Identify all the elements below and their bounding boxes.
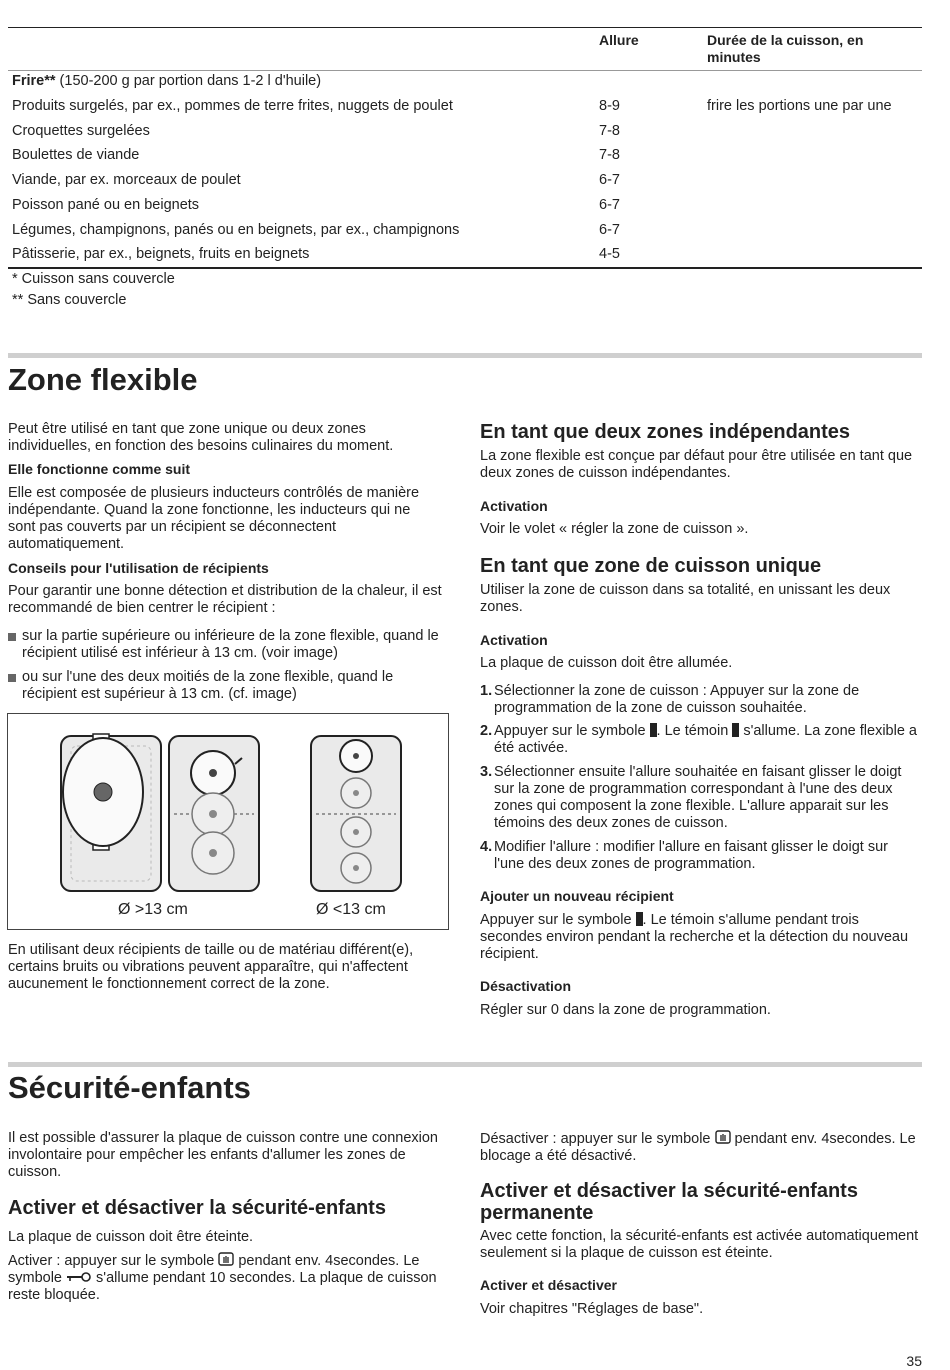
deactivate-text-a: Désactiver : appuyer sur le symbole	[480, 1131, 715, 1147]
step-text: Sélectionner la zone de cuisson : Appuyer sur la zone de programmation de la zone de cuisson souhaitée.	[494, 683, 860, 716]
row-level: 7-8	[599, 123, 620, 139]
step-number: 2.	[480, 723, 493, 739]
safety-sub2-title: Activer et désactiver la sécurité-enfants permanente	[480, 1180, 858, 1224]
activation-title-2: Activation	[480, 632, 548, 648]
row-level: 8-9	[599, 98, 620, 114]
step-item	[480, 683, 920, 717]
add-pot-text-b: . Le témoin s'allume pendant trois secondes environ pendant la recherche et la détection du nouveau récipient.	[480, 912, 909, 962]
safety-sub2-text: Avec cette fonction, la sécurité-enfants est activée automatiquement seulement si la plaque de cuisson est éteinte.	[480, 1228, 919, 1261]
activate-text-a: Activer : appuyer sur le symbole	[8, 1253, 219, 1269]
step-number: 1.	[480, 683, 493, 699]
section-title-safety: Sécurité-enfants	[8, 1070, 251, 1105]
add-pot-text	[480, 912, 920, 963]
step-text: Modifier l'allure : modifier l'allure en faisant glisser le doigt sur l'une des deux zones de programmation.	[494, 839, 888, 872]
footnote: ** Sans couvercle	[12, 292, 127, 308]
add-pot-title: Ajouter un nouveau récipient	[480, 888, 674, 904]
table-row	[12, 147, 922, 169]
row-item: Viande, par ex. morceaux de poulet	[12, 172, 241, 188]
row-level: 6-7	[599, 222, 620, 238]
list-item	[8, 628, 448, 662]
step-item	[480, 839, 920, 873]
safety-sub1-title: Activer et désactiver la sécurité-enfants	[8, 1197, 386, 1219]
noise-text: En utilisant deux récipients de taille ou de matériau différent(e), certains bruits ou vibrations peuvent apparaître, qui n'affectent aucunement le fonctionnement correct de la zone.	[8, 942, 414, 992]
table-header-rule	[8, 70, 922, 71]
safety-sub2-h3: Activer et désactiver	[480, 1277, 617, 1293]
safety-deactivate-text	[480, 1130, 920, 1165]
add-pot-text-a: Appuyer sur le symbole	[480, 912, 636, 928]
step-number: 3.	[480, 764, 493, 780]
table-row	[12, 98, 922, 120]
flex-zone-symbol-icon	[650, 723, 657, 737]
bullet-text: ou sur l'une des deux moitiés de la zone flexible, quand le récipient est supérieur à 13 cm. (cf. image)	[22, 669, 394, 702]
row-level: 6-7	[599, 172, 620, 188]
table-row	[12, 123, 922, 145]
row-time: frire les portions une par une	[707, 98, 892, 114]
group-note: (150-200 g par portion dans 1-2 l d'huile)	[55, 73, 322, 89]
row-item: Croquettes surgelées	[12, 123, 150, 139]
activate-text-b: pendant env. 4secondes. Le symbole	[8, 1253, 420, 1286]
row-item: Poisson pané ou en beignets	[12, 197, 200, 213]
key-lock-icon	[66, 1271, 92, 1283]
step-item	[480, 723, 920, 757]
row-level: 6-7	[599, 197, 620, 213]
hand-touch-icon	[715, 1130, 731, 1145]
how-text: Elle est composée de plusieurs inducteurs contrôlés de manière indépendante. Quand la zone fonctionne, les inducteurs qui ne sont pas couverts par un récipient se déconnectent automatiquement.	[8, 485, 420, 552]
how-title: Elle fonctionne comme suit	[8, 461, 191, 477]
step-text: s'allume. La zone flexible a été activée.	[494, 723, 917, 756]
section-title-zone: Zone flexible	[8, 362, 198, 397]
hand-touch-icon	[218, 1252, 234, 1267]
single-zone-text: Utiliser la zone de cuisson dans sa totalité, en unissant les deux zones.	[480, 582, 891, 615]
step-text: Sélectionner ensuite l'allure souhaitée en faisant glisser le doigt sur la zone de programmation correspondant à l'une des deux zones qui composent la zone flexible. L'allure apparait sur les témoins des deux zones de cuisson.	[494, 764, 902, 831]
section-divider	[8, 353, 922, 358]
step-text: Appuyer sur le symbole	[494, 723, 650, 739]
figure-caption-small: Ø <13 cm	[316, 901, 386, 918]
row-item: Pâtisserie, par ex., beignets, fruits en beignets	[12, 246, 310, 262]
two-zones-activation: Voir le volet « régler la zone de cuisson ».	[480, 521, 749, 537]
table-group-row	[12, 73, 922, 95]
flex-zone-symbol-icon	[636, 912, 643, 926]
row-level: 7-8	[599, 147, 620, 163]
col-header-level: Allure	[599, 32, 639, 48]
row-item: Légumes, champignons, panés ou en beignets, par ex., champignons	[12, 222, 460, 238]
step-text: . Le témoin	[656, 723, 733, 739]
table-row	[12, 246, 922, 268]
page-number: 35	[906, 1353, 922, 1369]
row-item: Boulettes de viande	[12, 147, 140, 163]
bullet-square	[8, 674, 16, 682]
footnote: * Cuisson sans couvercle	[12, 271, 175, 287]
tips-text: Pour garantir une bonne détection et distribution de la chaleur, il est recommandé de bien centrer le récipient :	[8, 583, 442, 616]
deactivation-text: Régler sur 0 dans la zone de programmation.	[480, 1002, 771, 1018]
col-header-duration: Durée de la cuisson, en minutes	[707, 32, 864, 65]
safety-intro: Il est possible d'assurer la plaque de cuisson contre une connexion involontaire pour empêcher les enfants d'allumer les zones de cuisson.	[8, 1130, 438, 1180]
row-item: Produits surgelés, par ex., pommes de terre frites, nuggets de poulet	[12, 98, 453, 114]
table-row	[12, 172, 922, 194]
group-title: Frire**	[12, 73, 56, 89]
safety-sub2-ref: Voir chapitres "Réglages de base".	[480, 1301, 704, 1317]
section-divider	[8, 1062, 922, 1067]
bullet-square	[8, 633, 16, 641]
activate-text-c: s'allume pendant 10 secondes. La plaque de cuisson reste bloquée.	[8, 1270, 437, 1303]
two-zones-title: En tant que deux zones indépendantes	[480, 421, 851, 443]
cookware-placement-illustration	[8, 714, 448, 929]
table-bottom-rule	[8, 267, 922, 269]
deactivation-title: Désactivation	[480, 978, 572, 994]
single-zone-title: En tant que zone de cuisson unique	[480, 555, 822, 577]
bullet-text: sur la partie supérieure ou inférieure de la zone flexible, quand le récipient utilisé est inférieur à 13 cm. (voir image)	[22, 628, 439, 661]
safety-activate-text	[8, 1252, 448, 1304]
flex-zone-figure	[7, 713, 449, 930]
deactivate-text-b: pendant env. 4secondes. Le blocage a été désactivé.	[480, 1131, 916, 1164]
table-row	[12, 197, 922, 219]
activation-title: Activation	[480, 498, 548, 514]
zone-intro: Peut être utilisé en tant que zone unique ou deux zones individuelles, en fonction des besoins culinaires du moment.	[8, 421, 394, 454]
step-number: 4.	[480, 839, 493, 855]
table-row	[12, 222, 922, 244]
row-level: 4-5	[599, 246, 620, 262]
list-item	[8, 669, 448, 703]
safety-sub1-pre: La plaque de cuisson doit être éteinte.	[8, 1229, 254, 1245]
figure-caption-large: Ø >13 cm	[118, 901, 188, 918]
two-zones-text: La zone flexible est conçue par défaut pour être utilisée en tant que deux zones de cuisson indépendantes.	[480, 448, 913, 481]
tips-title: Conseils pour l'utilisation de récipients	[8, 560, 269, 576]
step-item	[480, 764, 920, 832]
single-zone-precondition: La plaque de cuisson doit être allumée.	[480, 655, 733, 671]
table-top-rule	[8, 27, 922, 28]
